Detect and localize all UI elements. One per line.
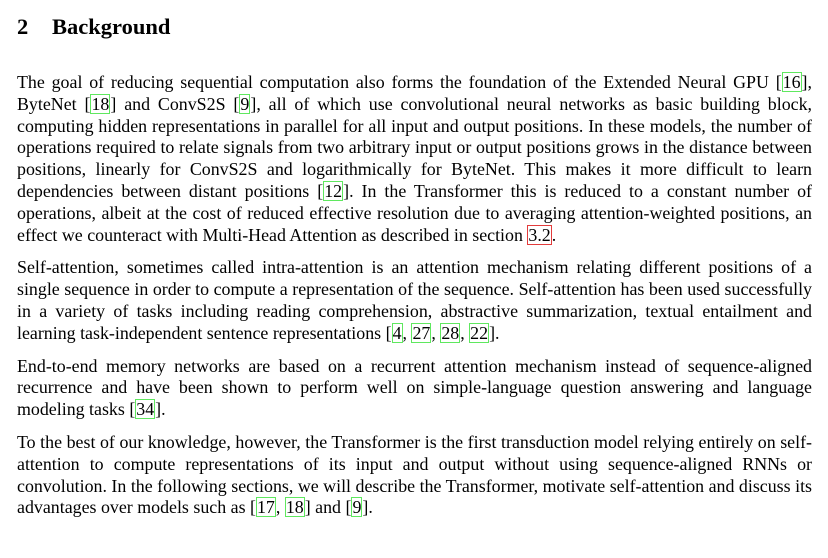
paragraph-text: End-to-end memory networks are based on a recurrent attention mechanism instead of sequence-aligned recurrence and have been shown to perform well on simple-language question answering and language modeling tasks [17, 355, 812, 420]
citation-link[interactable]: 18 [285, 497, 304, 518]
citation-link[interactable]: 17 [256, 497, 275, 518]
paragraph-text: , ByteNet [17, 72, 812, 114]
paragraph-text: . In the Transformer this is reduced to a constant number of operations, albeit at the cost of reduced effective resolution due to averaging attention-weighted positions, an effect we counteract with Multi-Head Attention as described in section [17, 180, 812, 245]
citation-link[interactable]: 27 [412, 322, 431, 343]
paragraph-extended-neural-gpu: The goal of reducing sequential computation also forms the foundation of the Extended Neural GPU [16], ByteNet [18] and ConvS2S [9], all of which use convolutional neural networks as basic building block, computing hidden representations in parallel for all input and output positions. In these models, the number of operations required to relate signals from two arbitrary input or output positions grows in the distance between positions, linearly for ConvS2S and logarithmically for ByteNet. This makes it more difficult to learn dependencies between distant positions [12]. In the Transformer this is reduced to a constant number of operations, albeit at the cost of reduced effective resolution due to averaging attention-weighted positions, an effect we counteract with Multi-Head Attention as described in section 3.2. [17, 72, 812, 245]
citation-link[interactable]: 9 [352, 497, 362, 518]
citation-separator: , [402, 322, 412, 343]
paragraph-text: The goal of reducing sequential computation also forms the foundation of the Extended Neural GPU [17, 72, 776, 92]
section-number: 2 [17, 14, 29, 39]
section-title: Background [52, 14, 171, 39]
section-heading [17, 12, 812, 42]
citation-link[interactable]: 34 [136, 399, 155, 420]
paragraph-text: and ConvS2S [116, 93, 234, 114]
paragraph-text: To the best of our knowledge, however, the Transformer is the first transduction model relying entirely on self-attention to compute representations of its input and output without using sequence-aligned RNNs or convolution. In the following sections, we will describe the Transformer, motivate self-attention and discuss its advantages over models such as [17, 431, 812, 518]
paragraph-transformer-first: To the best of our knowledge, however, the Transformer is the first transduction model relying entirely on self-attention to compute representations of its input and output without using sequence-aligned RNNs or convolution. In the following sections, we will describe the Transformer, motivate self-attention and discuss its advantages over models such as [17, 18] and [9]. [17, 431, 812, 518]
citation-separator: , [275, 497, 285, 518]
citation-link[interactable]: 9 [240, 93, 250, 114]
citation-link[interactable]: 28 [441, 322, 460, 343]
citation-separator: , [460, 322, 470, 343]
paragraph-text: . [495, 322, 500, 343]
citation-link[interactable]: 22 [470, 322, 489, 343]
paragraph-text: and [310, 497, 346, 518]
citation-link[interactable]: 18 [91, 93, 110, 114]
paragraph-text: . [368, 497, 373, 518]
paragraph-text: . [161, 399, 166, 420]
paragraph-self-attention: Self-attention, sometimes called intra-attention is an attention mechanism relating different positions of a single sequence in order to compute a representation of the sequence. Self-attention has been used successfully in a variety of tasks including reading comprehension, abstractive summarization, textual entailment and learning task-independent sentence representations [4, 27, 28, 22]. [17, 257, 812, 343]
section-reference-link[interactable]: 3.2 [528, 224, 551, 245]
citation-separator: , [431, 322, 441, 343]
paragraph-text: , all of which use convolutional neural networks as basic building block, computing hidden representations in parallel for all input and output positions. In these models, the number of operations required to relate signals from two arbitrary input or output positions grows in the distance between positions, linearly for ConvS2S and logarithmically for ByteNet. This makes it more difficult to learn dependencies between distant positions [17, 93, 812, 201]
citation-link[interactable]: 4 [392, 322, 402, 343]
citation-link[interactable]: 12 [324, 180, 343, 201]
paragraph-text: . [551, 224, 557, 245]
citation-link[interactable]: 16 [782, 72, 801, 92]
paragraph-text: Self-attention, sometimes called intra-attention is an attention mechanism relating different positions of a single sequence in order to compute a representation of the sequence. Self-attention has been used successfully in a variety of tasks including reading comprehension, abstractive summarization, textual entailment and learning task-independent sentence representations [17, 257, 812, 343]
paragraph-memory-networks: End-to-end memory networks are based on a recurrent attention mechanism instead of sequence-aligned recurrence and have been shown to perform well on simple-language question answering and language modeling tasks [34]. [17, 355, 812, 420]
